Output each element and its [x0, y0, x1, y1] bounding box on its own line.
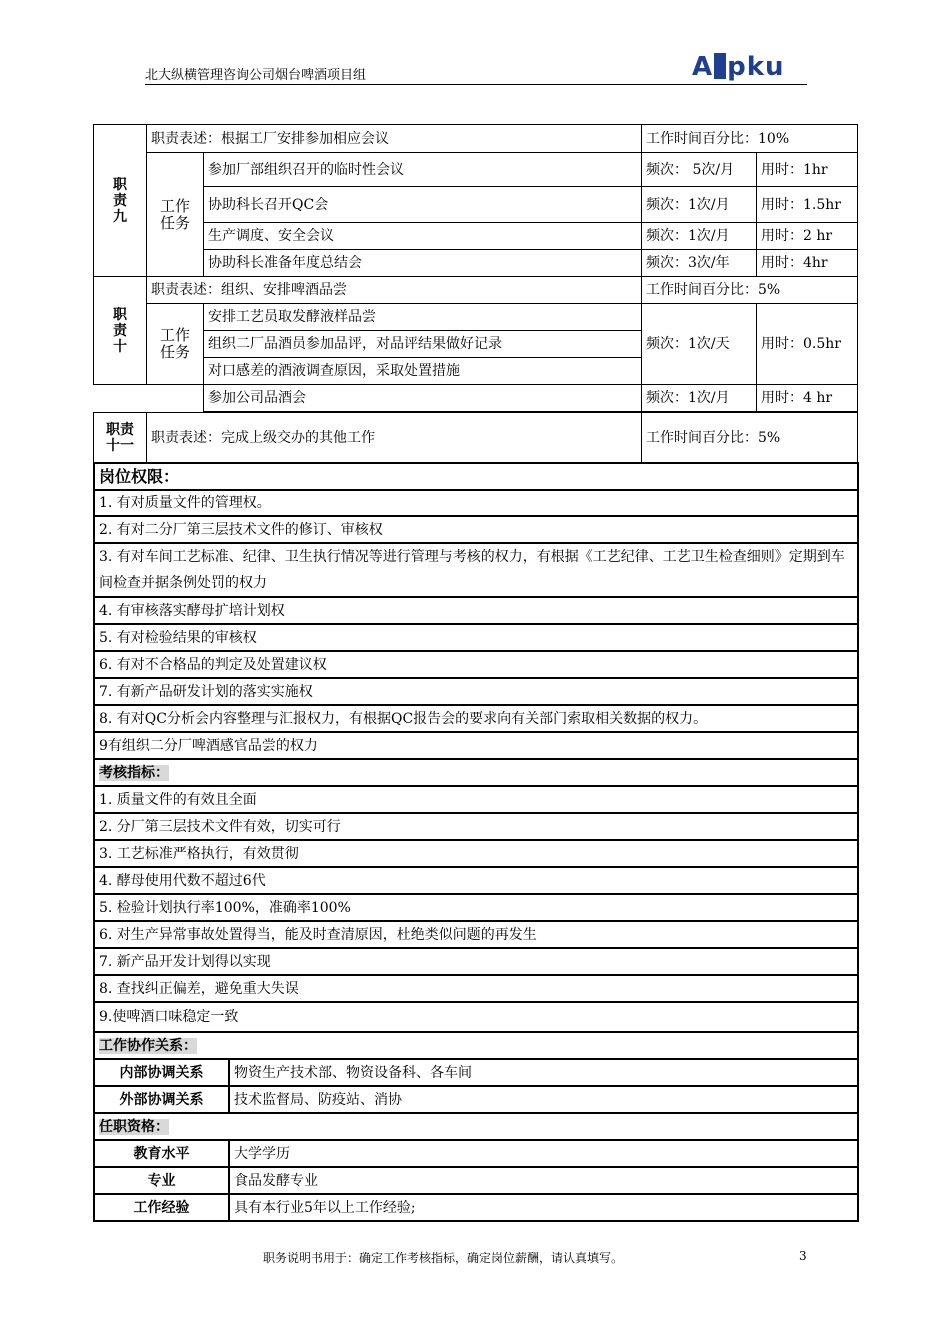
kpi-item-7: 7. 新产品开发计划得以实现 — [94, 948, 858, 975]
duty9-description: 职责表述：根据工厂安排参加相应会议 — [147, 125, 642, 153]
duty9-task-3: 生产调度、安全会议 — [204, 223, 642, 250]
relations-heading-cell — [94, 1032, 858, 1059]
kpi-item-3: 3. 工艺标准严格执行，有效贯彻 — [94, 840, 858, 867]
authority-item-6: 6. 有对不合格品的判定及处置建议权 — [94, 651, 858, 678]
header-rule — [145, 84, 807, 85]
info-table — [93, 462, 859, 1222]
duty9-task-1-duration: 用时：1hr — [757, 153, 858, 187]
experience-value: 具有本行业5年以上工作经验; — [229, 1194, 858, 1221]
duty10-label: 职责十 — [94, 277, 147, 385]
header-title: 北大纵横管理咨询公司烟台啤酒项目组 — [145, 68, 367, 83]
duty9-task-label: 工作任务 — [147, 153, 204, 277]
authority-item-1: 1. 有对质量文件的管理权。 — [94, 490, 858, 516]
qualification-heading: 任职资格： — [99, 1118, 169, 1135]
duty11-label: 职责十一 — [94, 413, 147, 463]
relations-heading: 工作协作关系： — [99, 1037, 197, 1054]
experience-label: 工作经验 — [94, 1194, 229, 1221]
duty9-task-4-duration: 用时：4hr — [757, 250, 858, 277]
duty10-extra-frequency: 频次：1次/月 — [642, 385, 757, 412]
duty10-group-duration: 用时：0.5hr — [757, 304, 858, 385]
duty10-extra-duration: 用时：4 hr — [757, 385, 858, 412]
external-relations-value: 技术监督局、防疫站、消协 — [229, 1086, 858, 1113]
duty9-task-2-duration: 用时：1.5hr — [757, 187, 858, 223]
duty10-task-1: 安排工艺员取发酵液样品尝 — [204, 304, 642, 331]
duties-table — [93, 124, 858, 412]
education-label: 教育水平 — [94, 1140, 229, 1167]
duty9-task-3-duration: 用时：2 hr — [757, 223, 858, 250]
duty9-task-3-frequency: 频次：1次/月 — [642, 223, 757, 250]
authority-heading: 岗位权限： — [94, 463, 858, 490]
kpi-item-6: 6. 对生产异常事故处置得当，能及时查清原因，杜绝类似问题的再发生 — [94, 921, 858, 948]
major-label: 专业 — [94, 1167, 229, 1194]
duty10-task-2: 组织二厂品酒员参加品评，对品评结果做好记录 — [204, 331, 642, 358]
duty10-empty-cell — [94, 385, 204, 412]
duty10-description: 职责表述：组织、安排啤酒品尝 — [147, 277, 642, 304]
education-value: 大学学历 — [229, 1140, 858, 1167]
authority-item-4: 4. 有审核落实酵母扩培计划权 — [94, 597, 858, 624]
duty11-description: 职责表述：完成上级交办的其他工作 — [147, 413, 642, 463]
authority-item-7: 7. 有新产品研发计划的落实实施权 — [94, 678, 858, 705]
kpi-item-9: 9.使啤酒口味稳定一致 — [94, 1002, 858, 1032]
internal-relations-label: 内部协调关系 — [94, 1059, 229, 1086]
duty9-label: 职责九 — [94, 125, 147, 277]
authority-item-2: 2. 有对二分厂第三层技术文件的修订、审核权 — [94, 516, 858, 543]
kpi-item-5: 5. 检验计划执行率100%，准确率100% — [94, 894, 858, 921]
authority-item-3: 3. 有对车间工艺标准、纪律、卫生执行情况等进行管理与考核的权力，有根据《工艺纪律、工艺卫生检查细则》定期到车间检查并据条例处罚的权力 — [94, 543, 858, 597]
duty10-task-label: 工作任务 — [147, 304, 204, 385]
kpi-item-8: 8. 查找纠正偏差，避免重大失误 — [94, 975, 858, 1002]
authority-item-8: 8. 有对QC分析会内容整理与汇报权力，有根据QC报告会的要求向有关部门索取相关数据的权力。 — [94, 705, 858, 732]
qualification-heading-cell — [94, 1113, 858, 1140]
page-number: 3 — [799, 1249, 807, 1263]
duty9-task-1: 参加厂部组织召开的临时性会议 — [204, 153, 642, 187]
duty9-task-2: 协助科长召开QC会 — [204, 187, 642, 223]
company-logo: A pku — [692, 52, 785, 82]
authority-item-9: 9有组织二分厂啤酒感官品尝的权力 — [94, 732, 858, 759]
duty11-table — [93, 412, 858, 463]
duty10-task-3: 对口感差的酒液调查原因，采取处置措施 — [204, 358, 642, 385]
internal-relations-value: 物资生产技术部、物资设备科、各车间 — [229, 1059, 858, 1086]
duty9-task-2-frequency: 频次：1次/月 — [642, 187, 757, 223]
footer-text: 职务说明书用于：确定工作考核指标，确定岗位薪酬，请认真填写。 — [263, 1251, 624, 1265]
duty9-task-4-frequency: 频次：3次/年 — [642, 250, 757, 277]
duty9-time-percent: 工作时间百分比：10% — [642, 125, 858, 153]
kpi-heading: 考核指标： — [99, 764, 169, 781]
duty10-extra-task: 参加公司品酒会 — [204, 385, 642, 412]
duty10-time-percent: 工作时间百分比：5% — [642, 277, 858, 304]
kpi-heading-cell — [94, 759, 858, 786]
major-value: 食品发酵专业 — [229, 1167, 858, 1194]
duty9-task-4: 协助科长准备年度总结会 — [204, 250, 642, 277]
kpi-item-2: 2. 分厂第三层技术文件有效，切实可行 — [94, 813, 858, 840]
duty11-time-percent: 工作时间百分比：5% — [642, 413, 858, 463]
duty10-group-frequency: 频次：1次/天 — [642, 304, 757, 385]
kpi-item-4: 4. 酵母使用代数不超过6代 — [94, 867, 858, 894]
kpi-item-1: 1. 质量文件的有效且全面 — [94, 786, 858, 813]
duty9-task-1-frequency: 频次： 5次/月 — [642, 153, 757, 187]
authority-item-5: 5. 有对检验结果的审核权 — [94, 624, 858, 651]
external-relations-label: 外部协调关系 — [94, 1086, 229, 1113]
